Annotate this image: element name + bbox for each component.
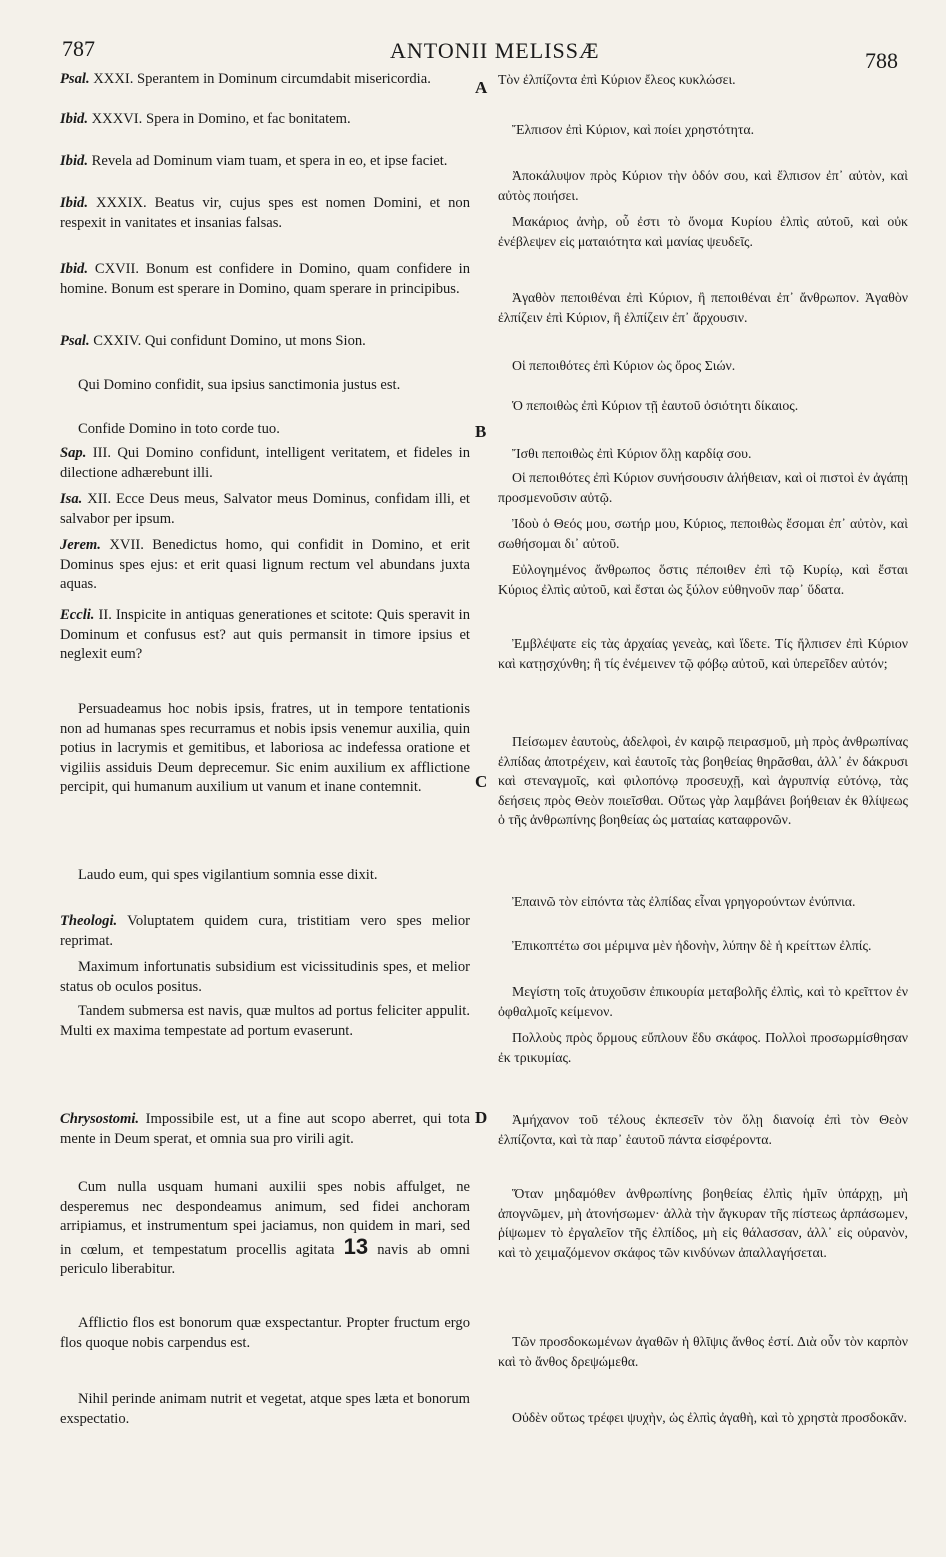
greek-paragraph: Ἴσθι πεποιθὼς ἐπὶ Κύριον ὅλῃ καρδίᾳ σου. xyxy=(512,446,752,461)
greek-paragraph: Εὐλογημένος ἄνθρωπος ὅστις πέποιθεν ἐπὶ τῷ Κυρίῳ, καὶ ἔσται Κύριος ἐλπὶς αὐτοῦ, καὶ ἔσται ὡς ξύλον εὐθηνοῦν παρ᾽ ὕδατα. xyxy=(498,562,908,597)
inline-number: 13 xyxy=(343,1233,369,1259)
latin-paragraph: Ibid. CXVII. Bonum est confidere in Domino, quam confidere in homine. Bonum est sperare in Domino, quam sperare in principibus. xyxy=(60,261,470,297)
greek-paragraph: Οἱ πεποιθότες ἐπὶ Κύριον συνήσουσιν ἀλήθειαν, καὶ οἱ πιστοὶ ἐν ἀγάπῃ προσμενοῦσιν αὐτῷ. xyxy=(498,470,908,505)
latin-paragraph: Psal. XXXI. Sperantem in Dominum circumdabit misericordia. xyxy=(60,71,431,87)
greek-paragraph: Ἐπικοπτέτω σοι μέριμνα μὲν ἡδονὴν, λύπην δὲ ἡ κρείττων ἐλπίς. xyxy=(512,938,872,953)
greek-paragraph: Οὐδὲν οὕτως τρέφει ψυχὴν, ὡς ἐλπὶς ἀγαθὴ, καὶ τὸ χρηστὰ προσδοκᾶν. xyxy=(512,1410,907,1425)
latin-paragraph: Psal. CXXIV. Qui confidunt Domino, ut mons Sion. xyxy=(60,333,366,349)
greek-paragraph: Πείσωμεν ἑαυτοὺς, ἀδελφοὶ, ἐν καιρῷ πειρασμοῦ, μὴ πρὸς ἀνθρωπίνας ἐλπίδας ἀποτρέχειν, καὶ ἑαυτοῖς τὰς βοηθείας θηρᾶσθαι, ἀλλ᾽ ἐν δάκρυσι καὶ στεναγμοῖς, καὶ φιλοπόνῳ προσευχῇ, καὶ ἀγρυπνίᾳ εὐτόνῳ, τὰς δεήσεις πρὸς Θεὸν ποιεῖσθαι. Οὕτως γὰρ λαμβάνει βοήθειαν ἐκ θλίψεως ὁ τῆς ἀνθρωπίνης βοηθείας ὡς ματαίας καταφρονῶν. xyxy=(498,734,908,827)
greek-paragraph: Ἔλπισον ἐπὶ Κύριον, καὶ ποίει χρηστότητα. xyxy=(512,122,755,137)
latin-paragraph: Ibid. XXXIX. Beatus vir, cujus spes est nomen Domini, et non respexit in vanitates et insanias falsas. xyxy=(60,195,470,231)
greek-paragraph: Τῶν προσδοκωμένων ἀγαθῶν ἡ θλῖψις ἄνθος ἐστί. Διὰ οὖν τὸν καρπὸν καὶ τὸ ἄνθος δρεψώμεθα. xyxy=(498,1334,908,1369)
greek-paragraph: Ὁ πεποιθὼς ἐπὶ Κύριον τῇ ἑαυτοῦ ὁσιότητι δίκαιος. xyxy=(512,398,799,413)
latin-paragraph: Nihil perinde animam nutrit et vegetat, atque spes læta et bonorum exspectatio. xyxy=(60,1391,470,1427)
greek-paragraph: Ὅταν μηδαμόθεν ἀνθρωπίνης βοηθείας ἐλπὶς ἡμῖν ὑπάρχῃ, μὴ ἀπογνῶμεν, μὴ ἀτονήσωμεν· ἀλλὰ τὴν ἄγκυραν τῆς πίστεως ἁρπάσωμεν, ῥίψωμεν τὸ ἐργαλεῖον τῆς ἐλπίδος, μὴ εἰς θάλασσαν, ἀλλ᾽ εἰς οὐρανὸν, καὶ τὸ χειμαζόμενον σκάφος τῶν κινδύνων ἀπαλλαγήσεται. xyxy=(498,1186,908,1260)
latin-paragraph: Theologi. Voluptatem quidem cura, tristitiam vero spes melior reprimat. xyxy=(60,913,470,949)
margin-letter-a: A xyxy=(475,78,488,97)
greek-paragraph: Τὸν ἐλπίζοντα ἐπὶ Κύριον ἔλεος κυκλώσει. xyxy=(498,72,736,87)
latin-paragraph: Cum nulla usquam humani auxilii spes nobis affulget, ne desperemus nec despondeamus animum, sed fidei anchoram arripiamus, et instrumentum spei jaciamus, non quidem in mari, sed in cœlum, et tempestatum procellis agitata 13 navis ab omni periculo liberabitur. xyxy=(60,1179,470,1277)
greek-paragraph: Ἀποκάλυψον πρὸς Κύριον τὴν ὁδόν σου, καὶ ἔλπισον ἐπ᾽ αὐτὸν, καὶ αὐτὸς ποιήσει. xyxy=(498,168,908,203)
greek-paragraph: Ἀγαθὸν πεποιθέναι ἐπὶ Κύριον, ἢ πεποιθέναι ἐπ᾽ ἄνθρωπον. Ἀγαθὸν ἐλπίζειν ἐπὶ Κύριον, ἢ ἐλπίζειν ἐπ᾽ ἄρχουσιν. xyxy=(498,290,908,325)
greek-paragraph: Μακάριος ἀνὴρ, οὗ ἐστι τὸ ὄνομα Κυρίου ἐλπὶς αὐτοῦ, καὶ οὐκ ἐνέβλεψεν εἰς ματαιότητα καὶ μανίας ψευδεῖς. xyxy=(498,214,908,249)
running-title: ANTONII MELISSÆ xyxy=(390,38,600,63)
greek-paragraph: Μεγίστη τοῖς ἀτυχοῦσιν ἐπικουρία μεταβολῆς ἐλπὶς, καὶ τὸ κρεῖττον ἐν ὀφθαλμοῖς κείμενον. xyxy=(498,984,908,1019)
latin-paragraph: Confide Domino in toto corde tuo. xyxy=(78,421,280,437)
margin-letter-b: B xyxy=(475,422,487,441)
latin-paragraph: Chrysostomi. Impossibile est, ut a fine aut scopo aberret, qui tota mente in Deum sperat, et omnia sua pro virili agit. xyxy=(60,1111,470,1147)
page-header xyxy=(0,30,946,73)
latin-paragraph: Persuadeamus hoc nobis ipsis, fratres, ut in tempore tentationis non ad humanas spes recurramus et nobis ipsis venemur auxilia, quin potius in lacrymis et gemitibus, et laboriosa ac indefessa oratione et vigiliis assiduis Deum deprecemur. Sic enim auxilium ex afflictione percipit, qui humanum auxilium ut vanum et inane contemnit. xyxy=(60,701,470,795)
latin-paragraph: Isa. XII. Ecce Deus meus, Salvator meus Dominus, confidam illi, et salvabor per ipsum. xyxy=(60,491,470,527)
page-number-left: 787 xyxy=(62,36,95,61)
greek-paragraph: Ἰδοὺ ὁ Θεός μου, σωτήρ μου, Κύριος, πεποιθὼς ἔσομαι ἐπ᾽ αὐτὸν, καὶ σωθήσομαι δι᾽ αὐτοῦ. xyxy=(498,516,908,551)
latin-paragraph: Laudo eum, qui spes vigilantium somnia esse dixit. xyxy=(78,867,378,883)
latin-paragraph: Eccli. II. Inspicite in antiquas generationes et scitote: Quis speravit in Dominum et confusus est? aut quis permansit in timore ipsius et neglexit eum? xyxy=(60,607,470,662)
margin-letter-c: C xyxy=(475,772,488,791)
latin-paragraph: Maximum infortunatis subsidium est vicissitudinis spes, et melior status ob oculos positus. xyxy=(60,959,470,995)
latin-paragraph: Ibid. Revela ad Dominum viam tuam, et spera in eo, et ipse faciet. xyxy=(60,153,448,169)
latin-paragraph: Tandem submersa est navis, quæ multos ad portus feliciter appulit. Multi ex maxima tempestate ad portum evaserunt. xyxy=(60,1003,470,1039)
latin-paragraph: Sap. III. Qui Domino confidunt, intelligent veritatem, et fideles in dilectione adhærebunt illi. xyxy=(60,445,470,481)
greek-paragraph: Ἀμήχανον τοῦ τέλους ἐκπεσεῖν τὸν ὅλῃ διανοίᾳ ἐπὶ τὸν Θεὸν ἐλπίζοντα, καὶ τὰ παρ᾽ ἑαυτοῦ πάντα εἰσφέροντα. xyxy=(498,1112,908,1147)
greek-paragraph: Ἐμβλέψατε εἰς τὰς ἀρχαίας γενεὰς, καὶ ἴδετε. Τίς ἤλπισεν ἐπὶ Κύριον καὶ κατῃσχύνθη; ἢ τίς ἐνέμεινεν τῷ φόβῳ αὐτοῦ, καὶ ὑπερεῖδεν αὐτόν; xyxy=(498,636,908,671)
greek-paragraph: Ἐπαινῶ τὸν εἰπόντα τὰς ἐλπίδας εἶναι γρηγορούντων ἐνύπνια. xyxy=(512,894,856,909)
margin-letter-d: D xyxy=(475,1108,488,1127)
latin-paragraph: Qui Domino confidit, sua ipsius sanctimonia justus est. xyxy=(78,377,401,393)
greek-paragraph: Πολλοὺς πρὸς ὅρμους εὔπλουν ἔδυ σκάφος. Πολλοὶ προσωρμίσθησαν ἐκ τρικυμίας. xyxy=(498,1030,908,1065)
latin-paragraph: Afflictio flos est bonorum quæ exspectantur. Propter fructum ergo flos quoque nobis carpendus est. xyxy=(60,1315,470,1351)
latin-paragraph: Ibid. XXXVI. Spera in Domino, et fac bonitatem. xyxy=(60,111,351,127)
greek-paragraph: Οἱ πεποιθότες ἐπὶ Κύριον ὡς ὄρος Σιών. xyxy=(512,358,736,373)
latin-paragraph: Jerem. XVII. Benedictus homo, qui confidit in Domino, et erit Dominus spes ejus: et erit quasi lignum rectum vel abundans juxta aquas. xyxy=(60,537,470,592)
page-number-right: 788 xyxy=(865,48,898,73)
